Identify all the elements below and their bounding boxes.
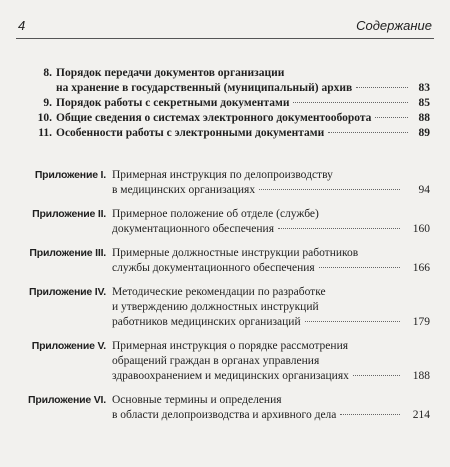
leader-dots: [319, 267, 400, 268]
toc-appendix-1[interactable]: Приложение I. Примерная инструкция по делопроизводству в медицинских организациях 94: [34, 169, 430, 196]
toc-appendix-2[interactable]: Приложение II. Примерное положение об отделе (службе) документационного обеспечения 160: [32, 208, 430, 235]
leader-dots: [278, 228, 400, 229]
page-ref: 94: [418, 184, 430, 196]
page-ref: 89: [418, 127, 430, 139]
page-ref: 85: [418, 97, 430, 109]
page-ref: 83: [418, 82, 430, 94]
leader-dots: [328, 132, 408, 133]
running-title: Содержание: [356, 18, 432, 33]
page-ref: 166: [412, 262, 430, 274]
table-of-contents: [0, 66, 450, 423]
toc-chapter-8[interactable]: 8. Порядок передачи документов организации на хранение в государственный (муниципальный) архив 83: [43, 67, 430, 94]
toc-appendix-4[interactable]: Приложение IV. Методические рекомендации по разработке и утверждению должностных инструкций работников медицинских организаций 179: [29, 286, 430, 328]
toc-chapter-11[interactable]: 11. Особенности работы с электронными документами 89: [38, 127, 430, 139]
running-header: [16, 16, 434, 39]
page-ref: 188: [412, 370, 430, 382]
leader-dots: [356, 87, 408, 88]
toc-appendix-6[interactable]: Приложение VI. Основные термины и определения в области делопроизводства и архивного дела 214: [28, 394, 430, 421]
leader-dots: [305, 321, 400, 322]
leader-dots: [353, 375, 400, 376]
toc-chapter-9[interactable]: 9. Порядок работы с секретными документами 85: [43, 97, 430, 109]
leader-dots: [340, 414, 400, 415]
page-ref: 160: [412, 223, 430, 235]
leader-dots: [259, 189, 400, 190]
page-ref: 88: [418, 112, 430, 124]
toc-appendix-3[interactable]: Приложение III. Примерные должностные инструкции работников службы документационного обеспечения 166: [29, 247, 430, 274]
leader-dots: [293, 102, 408, 103]
toc-appendix-5[interactable]: Приложение V. Примерная инструкция о порядке рассмотрения обращений граждан в органах управления здравоохранением и медицинских организациях 188: [31, 340, 430, 382]
leader-dots: [375, 117, 408, 118]
page-number: 4: [18, 18, 26, 33]
page-ref: 179: [412, 316, 430, 328]
toc-chapter-10[interactable]: 10. Общие сведения о системах электронного документооборота 88: [37, 112, 430, 124]
page-ref: 214: [412, 409, 430, 421]
